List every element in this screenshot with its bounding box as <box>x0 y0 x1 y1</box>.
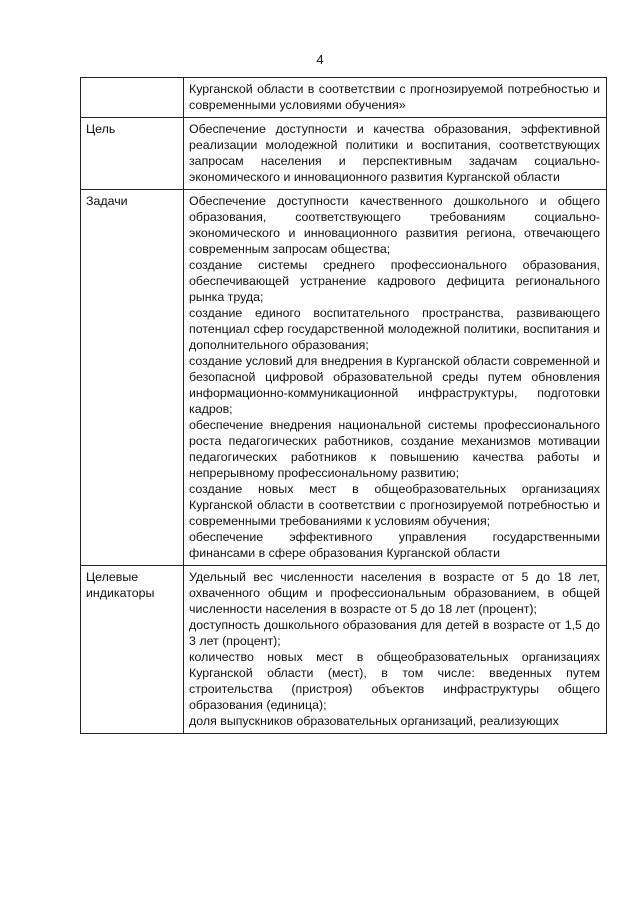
paragraph: обеспечение внедрения национальной системы профессионального роста педагогических работников, создание механизмов мотивации педагогических работников к повышению качества работы и непрерывному профессиональному развитию; <box>189 418 600 480</box>
row-content <box>184 118 607 190</box>
program-passport-table <box>80 77 607 734</box>
row-label: Целевые индикаторы <box>81 566 184 734</box>
row-label <box>81 78 184 118</box>
table-row-indicators <box>81 566 607 734</box>
row-content <box>184 78 607 118</box>
paragraph: Обеспечение доступности качественного дошкольного и общего образования, соответствующего требованиям социально-экономического и инновационного развития региона, отвечающего современным запросам общества; <box>189 194 600 256</box>
paragraph: доступность дошкольного образования для детей в возрасте от 1,5 до 3 лет (процент); <box>189 618 600 648</box>
row-content <box>184 566 607 734</box>
paragraph: создание системы среднего профессионального образования, обеспечивающей устранение кадрового дефицита регионального рынка труда; <box>189 258 600 304</box>
table-row-continuation <box>81 78 607 118</box>
paragraph: создание единого воспитательного пространства, развивающего потенциал сфер государственной молодежной политики, воспитания и дополнительного образования; <box>189 306 600 352</box>
paragraph: доля выпускников образовательных организаций, реализующих <box>189 714 559 728</box>
paragraph: количество новых мест в общеобразовательных организациях Курганской области (мест), в том числе: введенных путем строительства (пристроя) объектов инфраструктуры общего образования (единица); <box>189 650 600 712</box>
table-row-goal <box>81 118 607 190</box>
row-label: Задачи <box>81 190 184 566</box>
row-content <box>184 190 607 566</box>
table-row-tasks <box>81 190 607 566</box>
paragraph: Курганской области в соответствии с прогнозируемой потребностью и современными условиями обучения» <box>189 82 600 112</box>
page-number: 4 <box>316 52 324 67</box>
paragraph: Удельный вес численности населения в возрасте от 5 до 18 лет, охваченного общим и профессиональным образованием, в общей численности населения в возрасте от 5 до 18 лет (процент); <box>189 570 600 616</box>
paragraph: обеспечение эффективного управления государственными финансами в сфере образования Курганской области <box>189 530 600 560</box>
paragraph: Обеспечение доступности и качества образования, эффективной реализации молодежной политики и воспитания, соответствующих запросам населения и перспективным задачам социально-экономического и инновационного развития Курганской области <box>189 122 600 184</box>
paragraph: создание новых мест в общеобразовательных организациях Курганской области в соответствии с прогнозируемой потребностью и современными требованиями к условиям обучения; <box>189 482 600 528</box>
row-label: Цель <box>81 118 184 190</box>
paragraph: создание условий для внедрения в Курганской области современной и безопасной цифровой образовательной среды путем обновления информационно-коммуникационной инфраструктуры, подготовки кадров; <box>189 354 600 416</box>
